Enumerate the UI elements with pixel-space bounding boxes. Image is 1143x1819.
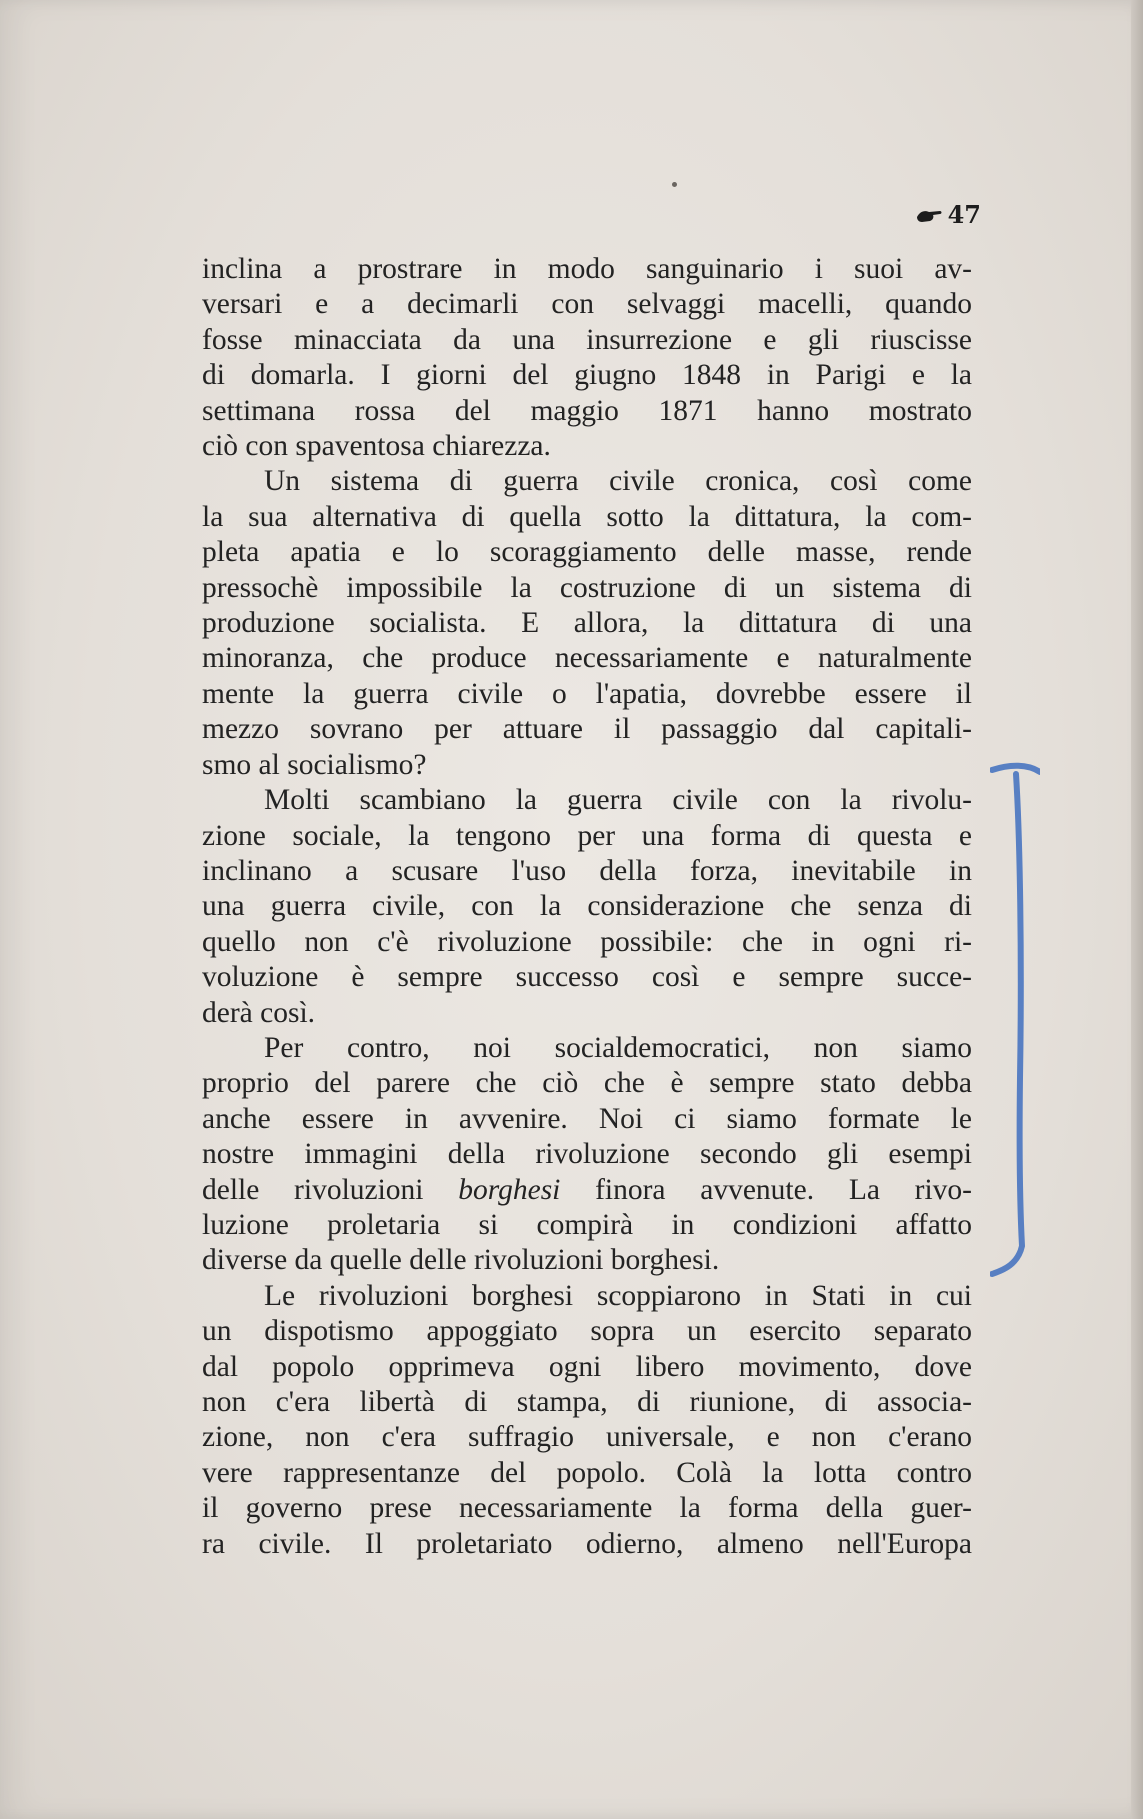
text-line: inclina a prostrare in modo sanguinario i suoi av-	[202, 253, 972, 285]
text-line: pleta apatia e lo scoraggiamento delle masse, rende	[202, 536, 972, 569]
text-line: voluzione è sempre successo così e sempre succe-	[202, 961, 972, 994]
text-line: anche essere in avvenire. Noi ci siamo formate le	[202, 1102, 972, 1135]
text-line: inclinano a scusare l'uso della forza, inevitabile in	[202, 854, 972, 887]
ink-speck	[672, 182, 677, 187]
pointing-hand-icon	[916, 207, 942, 223]
text-line: pressochè impossibile la costruzione di un sistema di	[202, 571, 972, 604]
text-line: Le rivoluzioni borghesi scoppiarono in Stati in cui	[264, 1279, 972, 1312]
emphasis-word: borghesi	[458, 1173, 561, 1206]
text-line: nostre immagini della rivoluzione secondo gli esempi	[202, 1138, 972, 1171]
text-line: zione, non c'era suffragio universale, e non c'erano	[202, 1421, 972, 1454]
text-line: zione sociale, la tengono per una forma di questa e	[202, 819, 972, 852]
text-line-with-emphasis	[202, 1173, 972, 1208]
text-line: derà così.	[202, 996, 316, 1029]
text-line: ciò con spaventosa chiarezza.	[202, 430, 551, 463]
text-line: vere rappresentanze del popolo. Colà la lotta contro	[202, 1456, 972, 1489]
blue-pencil-bracket	[990, 758, 1040, 1278]
text-line: Un sistema di guerra civile cronica, così come	[264, 465, 972, 498]
text-line: versari e a decimarli con selvaggi macelli, quando	[202, 288, 972, 321]
text-segment: finora avvenute. La rivo-	[595, 1173, 972, 1206]
text-line: Molti scambiano la guerra civile con la rivolu-	[264, 784, 972, 817]
body-text	[202, 252, 972, 1562]
text-line: diverse da quelle delle rivoluzioni borghesi.	[202, 1244, 720, 1277]
text-line: mente la guerra civile o l'apatia, dovrebbe essere il	[202, 677, 972, 710]
text-line: proprio del parere che ciò che è sempre stato debba	[202, 1067, 972, 1100]
text-line: non c'era libertà di stampa, di riunione, di associa-	[202, 1386, 972, 1418]
text-line: mezzo sovrano per attuare il passaggio dal capitali-	[202, 713, 972, 746]
text-segment: delle rivoluzioni	[202, 1173, 424, 1206]
text-line: quello non c'è rivoluzione possibile: che in ogni ri-	[202, 925, 972, 958]
text-line: produzione socialista. E allora, la dittatura di una	[202, 607, 972, 640]
text-line: un dispotismo appoggiato sopra un esercito separato	[202, 1315, 972, 1348]
text-line: di domarla. I giorni del giugno 1848 in Parigi e la	[202, 359, 972, 392]
text-line: smo al socialismo?	[202, 748, 427, 781]
text-line: luzione proletaria si compirà in condizioni affatto	[202, 1208, 972, 1241]
text-line: ra civile. Il proletariato odierno, almeno nell'Europa	[202, 1527, 972, 1560]
page-header	[916, 200, 981, 229]
text-line: una guerra civile, con la considerazione che senza di	[202, 890, 972, 923]
text-line: settimana rossa del maggio 1871 hanno mostrato	[202, 394, 972, 427]
page-number: 47	[947, 200, 981, 229]
text-line: dal popolo opprimeva ogni libero movimento, dove	[202, 1350, 972, 1383]
text-line: minoranza, che produce necessariamente e naturalmente	[202, 642, 972, 675]
page-edge	[1131, 0, 1143, 1819]
text-line: il governo prese necessariamente la forma della guer-	[202, 1492, 972, 1525]
text-line: fosse minacciata da una insurrezione e gli riuscisse	[202, 323, 972, 356]
text-line: Per contro, noi socialdemocratici, non siamo	[264, 1031, 972, 1064]
text-line: la sua alternativa di quella sotto la dittatura, la com-	[202, 500, 972, 533]
